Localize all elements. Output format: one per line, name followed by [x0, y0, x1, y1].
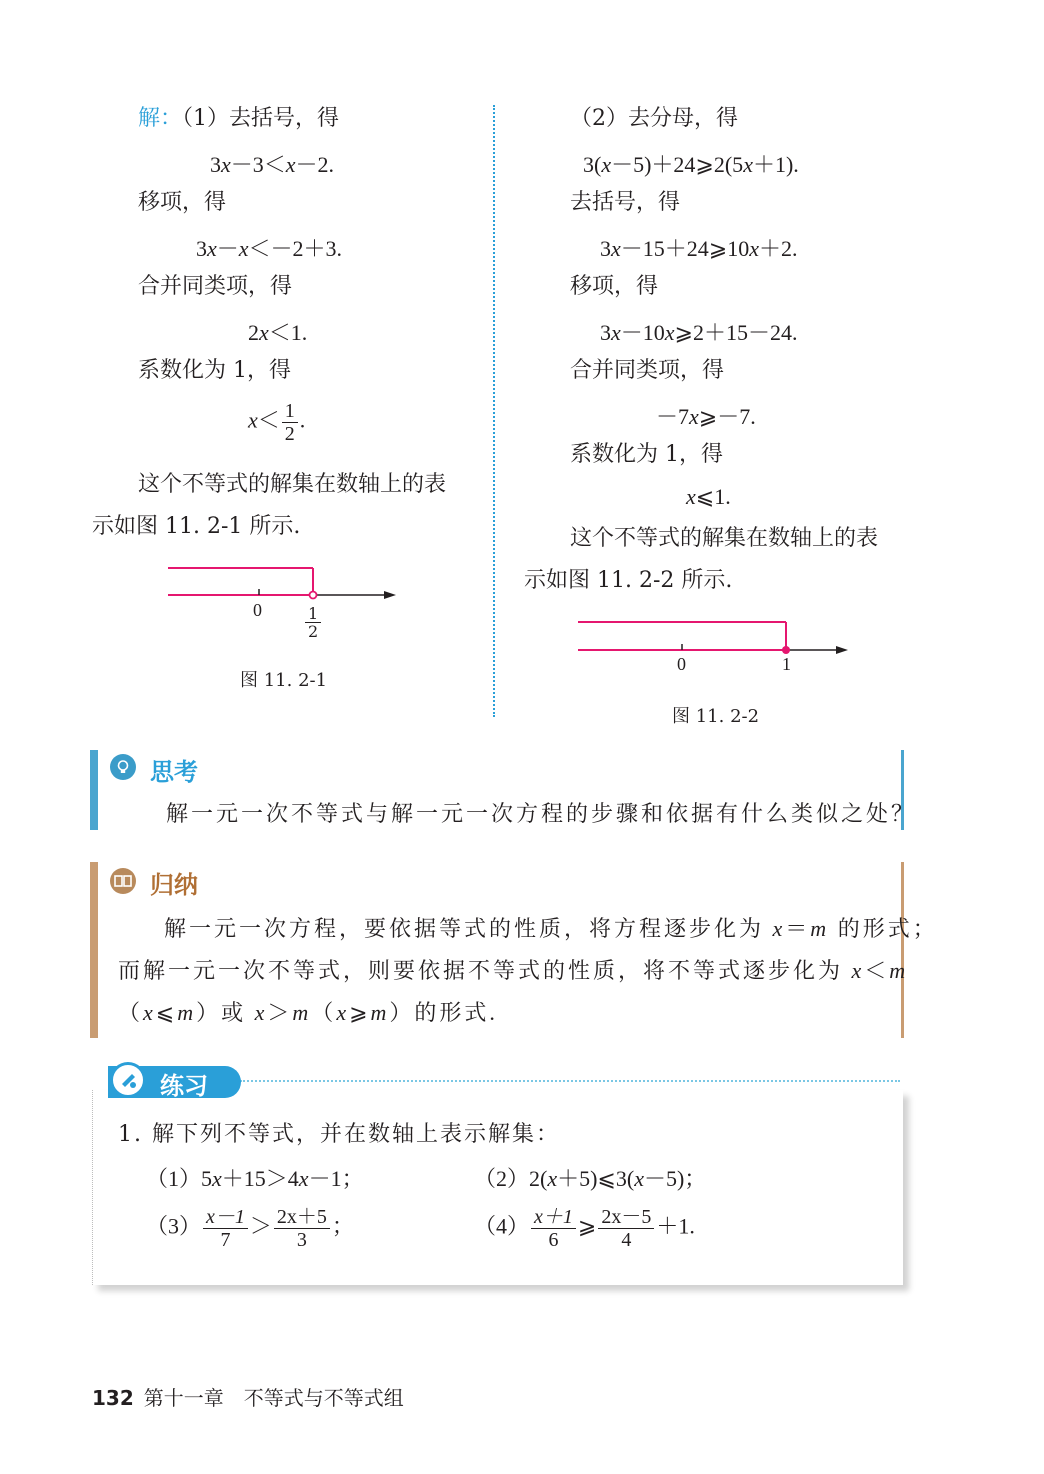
summary-bar-right [901, 862, 904, 1038]
axis-arrow-icon [836, 646, 848, 654]
figure-caption-1: 图 11. 2-1 [240, 670, 328, 691]
axis-label-half: $\frac{1}{2}$ [303, 605, 323, 640]
left-eq1: 3x－3＜x－2. [210, 152, 335, 177]
right-eq3: 3x－10x⩾2＋15－24. [600, 320, 798, 345]
right-eq4: －7x⩾－7. [656, 404, 756, 429]
left-step3: 合并同类项，得 [138, 274, 293, 299]
summary-title: 归纳 [150, 871, 198, 899]
summary-bar-left [90, 862, 98, 1038]
think-title: 思考 [150, 758, 198, 786]
open-endpoint [310, 592, 317, 599]
axis-label-one: 1 [782, 654, 791, 674]
left-eq4: x＜ $\frac{1}{2}$ . [248, 400, 306, 445]
right-eq2: 3x－15＋24⩾10x＋2. [600, 236, 798, 261]
axis-label-zero: 0 [677, 654, 686, 674]
practice-title: 练习 [160, 1072, 208, 1100]
practice-question-1: 1. 解下列不等式，并在数轴上表示解集： [118, 1122, 560, 1147]
practice-item-4: （4） $\frac{x+1}{6}$ ⩾ $\frac{2x-5}{4}$ ＋1. [474, 1206, 695, 1251]
number-line-figure-2 [570, 612, 860, 662]
left-eq3: 2x＜1. [248, 320, 308, 345]
practice-item-3: （3） $\frac{x-1}{7}$ ＞ $\frac{2x+5}{3}$ ； [146, 1206, 354, 1251]
page-footer [92, 1382, 404, 1411]
right-step3: 移项，得 [570, 274, 659, 299]
practice-item-2: （2）2(x＋5)⩽3(x－5)； [474, 1166, 707, 1191]
page-number: 132 [92, 1386, 134, 1410]
right-eq1: 3(x－5)＋24⩾2(5x＋1). [583, 152, 799, 177]
practice-dotted-line [240, 1080, 900, 1082]
left-step1: 解：（1）去括号，得 [138, 106, 340, 131]
figure-caption-2: 图 11. 2-2 [672, 706, 760, 727]
left-step4: 系数化为 1，得 [138, 358, 291, 383]
book-icon [110, 868, 136, 894]
right-step1: （2）去分母，得 [570, 106, 738, 131]
think-bar-left [90, 750, 98, 830]
axis-label-zero: 0 [253, 600, 262, 620]
column-divider [493, 105, 495, 717]
chapter-title: 第十一章 不等式与不等式组 [143, 1386, 404, 1410]
axis-arrow-icon [384, 591, 396, 599]
think-text: 解一元一次不等式与解一元一次方程的步骤和依据有什么类似之处？ [166, 802, 917, 827]
pencil-icon [110, 1062, 146, 1098]
right-step5: 系数化为 1，得 [570, 442, 723, 467]
lightbulb-icon [110, 754, 136, 780]
summary-line-1: 解一元一次方程，要依据等式的性质，将方程逐步化为 x＝m 的形式； [164, 916, 938, 941]
left-desc1: 这个不等式的解集在数轴上的表 [138, 472, 447, 497]
right-eq5: x⩽1. [686, 484, 731, 509]
right-desc2: 示如图 11. 2-2 所示. [524, 568, 733, 593]
number-line-figure-1 [160, 560, 410, 650]
solution-label: 解： [138, 106, 183, 131]
right-desc1: 这个不等式的解集在数轴上的表 [570, 526, 879, 551]
practice-item-1: （1）5x＋15＞4x－1； [146, 1166, 364, 1191]
left-desc2: 示如图 11. 2-1 所示. [92, 514, 301, 539]
left-step2: 移项，得 [138, 190, 227, 215]
summary-line-2: 而解一元一次不等式，则要依据不等式的性质，将不等式逐步化为 x＜m [118, 958, 909, 983]
left-eq2: 3x－x＜－2＋3. [196, 236, 343, 261]
right-step4: 合并同类项，得 [570, 358, 725, 383]
closed-endpoint [782, 646, 790, 654]
summary-line-3: （x⩽m）或 x＞m（x⩾m）的形式. [118, 1000, 498, 1025]
right-step2: 去括号，得 [570, 190, 681, 215]
